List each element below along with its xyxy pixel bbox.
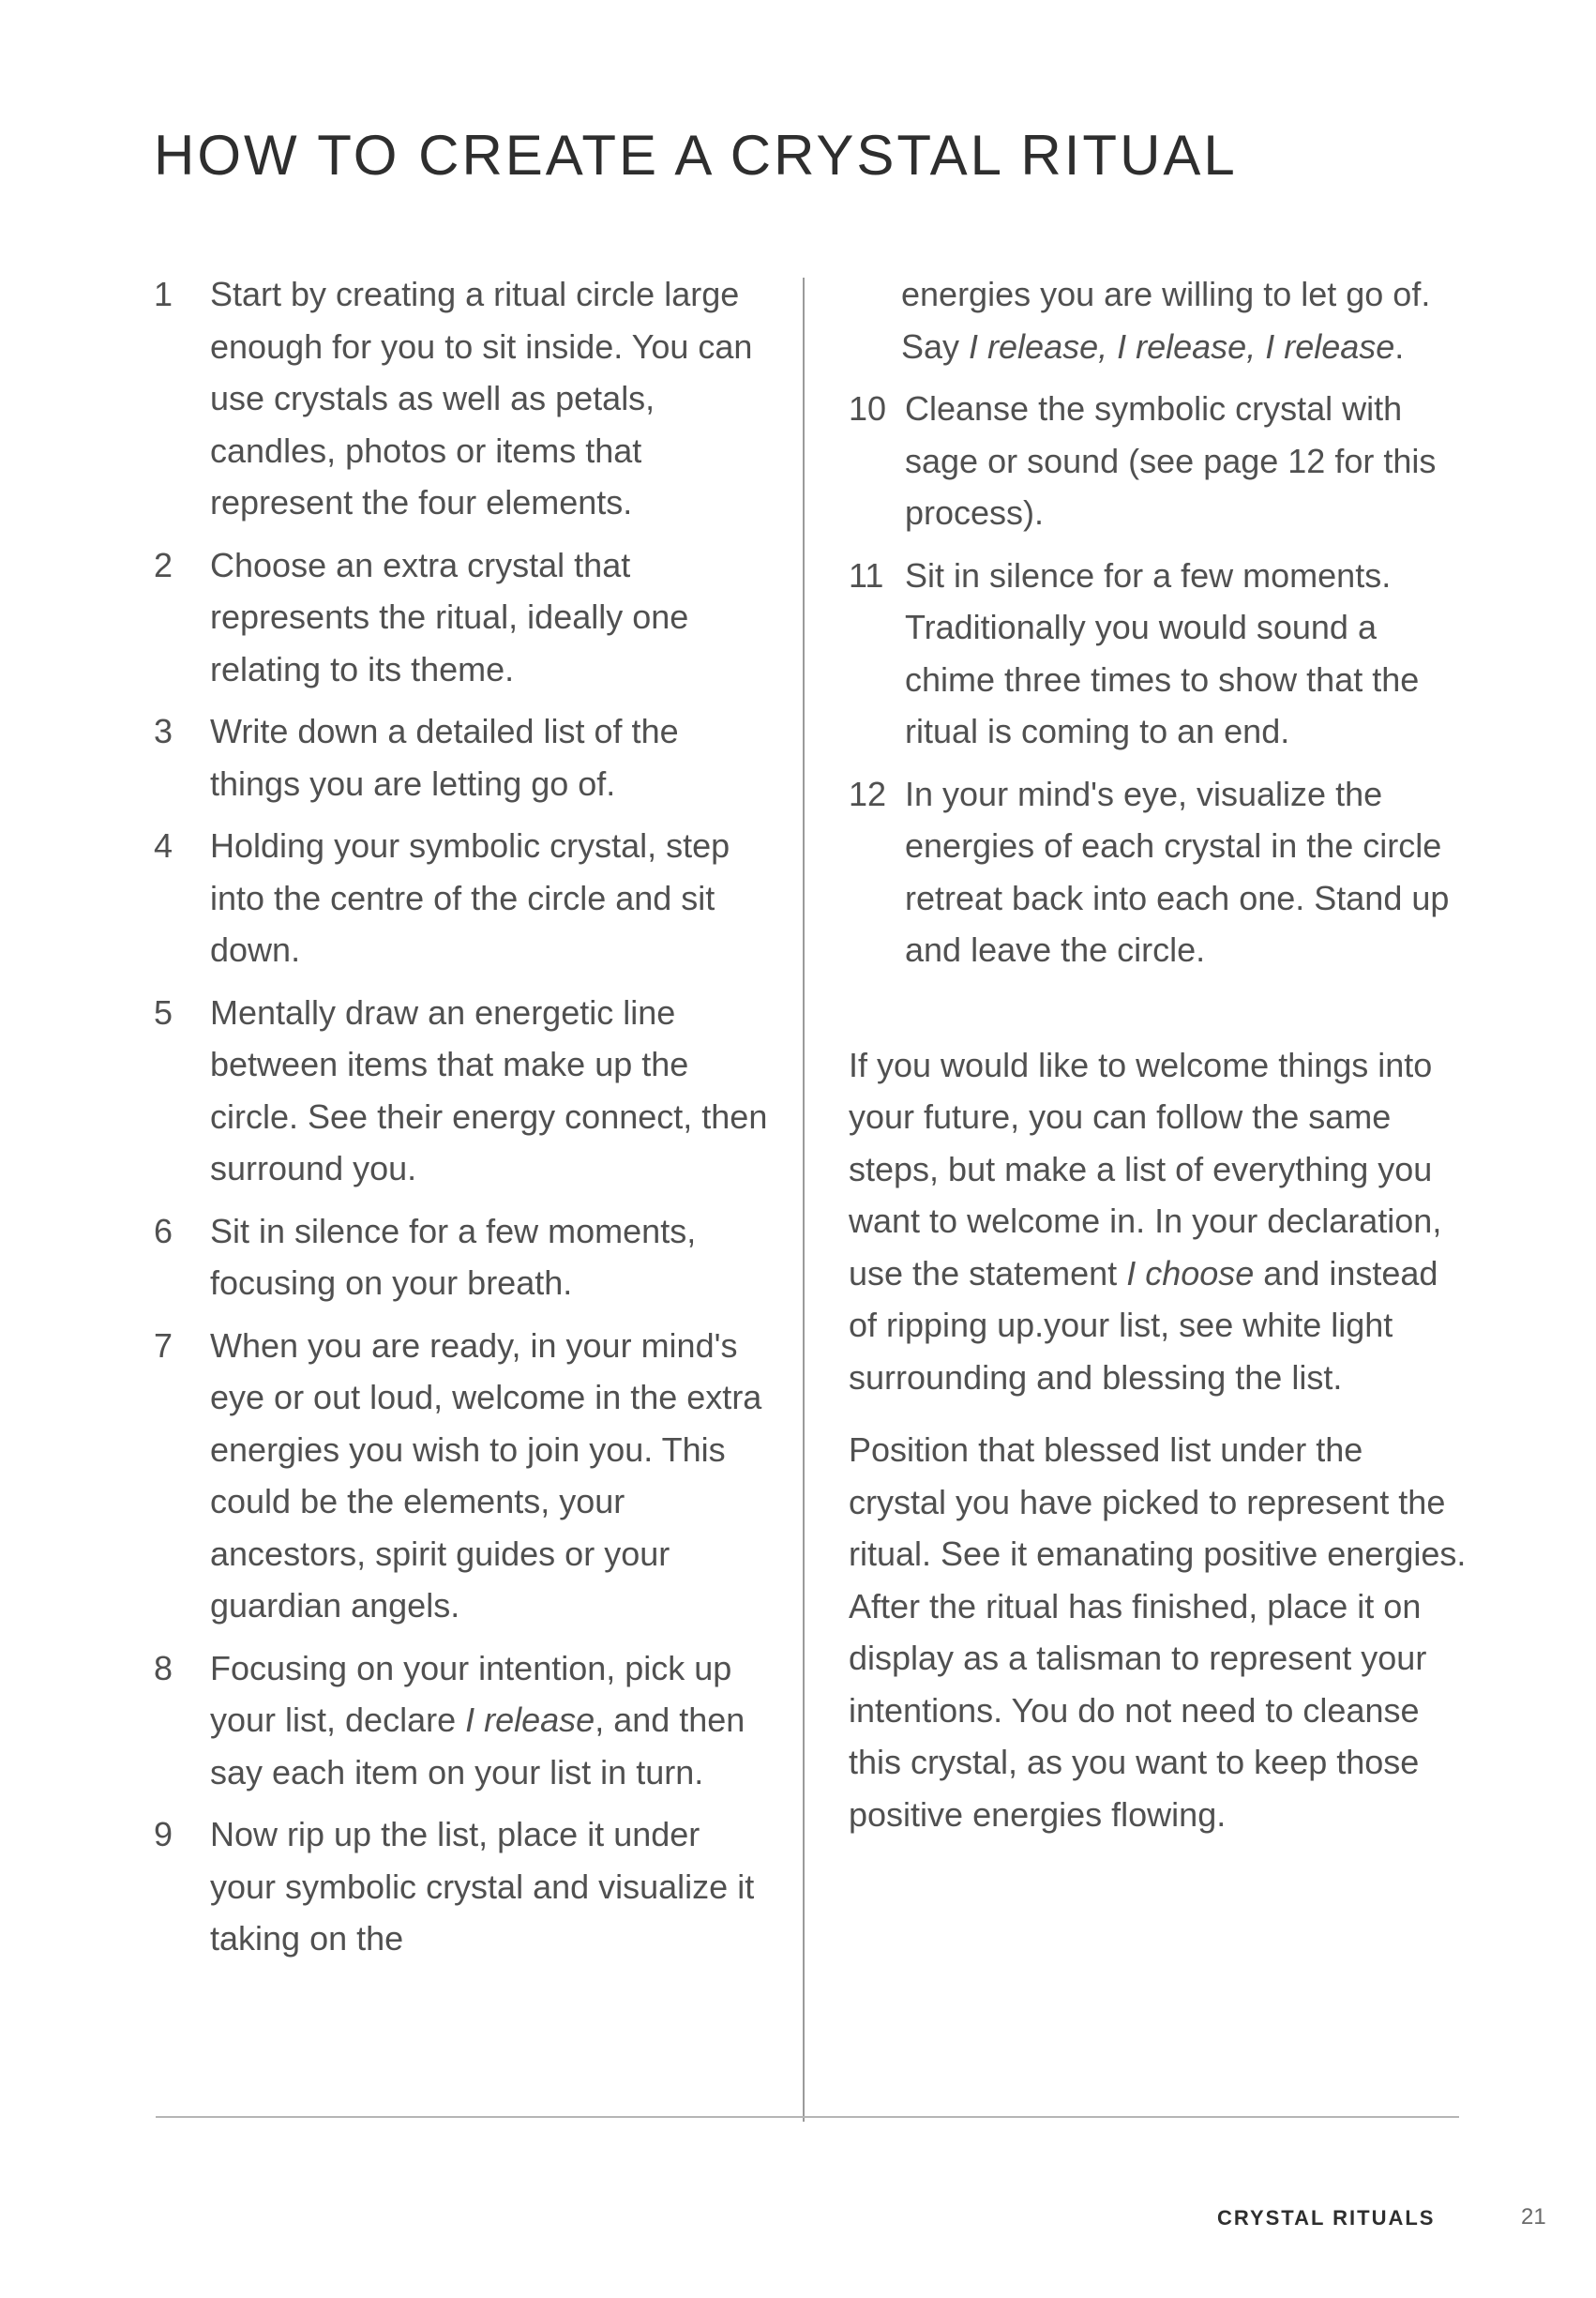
step-number: 10 [849, 389, 887, 428]
step-number: 8 [154, 1648, 173, 1687]
step-text-part: Focusing on your intention, pick up your list, declare [210, 1648, 732, 1739]
step-text: Cleanse the symbolic crystal with sage or sound (see page 12 for this process). [905, 389, 1437, 532]
column-divider [803, 278, 805, 2122]
page-title: HOW TO CREATE A CRYSTAL RITUAL [154, 124, 1238, 187]
step-text-italic: I release, I release, I release [969, 326, 1395, 366]
paragraph-part: If you would like to welcome things into your future, you can follow the same steps, but make a list of everything you want to welcome in. In your declaration, use the statement [849, 1045, 1442, 1293]
step-number: 12 [849, 774, 887, 813]
footer-rule [156, 2116, 1459, 2118]
spacer [849, 987, 1468, 1039]
left-column [154, 268, 773, 1975]
step-text: In your mind's eye, visualize the energies of each crystal in the circle retreat back into each one. Stand up and leave the circle. [905, 774, 1450, 969]
step-number: 4 [154, 826, 173, 865]
step-text-part: . [1394, 326, 1405, 366]
step-item [849, 383, 1468, 539]
step-text-part: , and then say each item on your list in turn. [210, 1701, 745, 1792]
paragraph: Position that blessed list under the crystal you have picked to represent the ritual. See it emanating positive energies. After the ritual has finished, place it on display as a talisman to represent your intentions. You do not need to cleanse this crystal, as you want to keep those positive energies flowing. [849, 1430, 1467, 1834]
step-item [154, 987, 773, 1195]
step-number: 9 [154, 1815, 173, 1853]
step-number: 7 [154, 1325, 173, 1365]
right-column [849, 268, 1468, 1861]
step-item [154, 1320, 773, 1632]
step-item [154, 705, 773, 809]
paragraph [849, 1039, 1468, 1404]
step-item [154, 268, 773, 529]
step-number: 5 [154, 992, 173, 1032]
step-number: 2 [154, 545, 173, 584]
step-number: 6 [154, 1211, 173, 1250]
step-text [210, 1642, 773, 1799]
step-item [154, 1642, 773, 1799]
step-item [154, 820, 773, 976]
step-text: Mentally draw an energetic line between items that make up the circle. See their energy connect, then surround you. [210, 992, 768, 1187]
step-text: Sit in silence for a few moments. Traditionally you would sound a chime three times to show that the ritual is coming to an end. [905, 555, 1420, 750]
step-text: Choose an extra crystal that represents the ritual, ideally one relating to its theme. [210, 545, 689, 688]
step-text-italic: I release [465, 1701, 595, 1739]
step-text: Now rip up the list, place it under your symbolic crystal and visualize it taking on the [210, 1815, 755, 1958]
step-text-part: energies you are willing to let go of. Say [901, 275, 1431, 366]
step-item [154, 1205, 773, 1309]
step-text: Sit in silence for a few moments, focusing on your breath. [210, 1211, 697, 1302]
step-item [154, 539, 773, 696]
step-text: When you are ready, in your mind's eye or out loud, welcome in the extra energies you wish to join you. This could be the elements, your ancestors, spirit guides or your guardian angels. [210, 1325, 762, 1625]
step-text: Write down a detailed list of the things you are letting go of. [210, 712, 679, 803]
section-label: CRYSTAL RITUALS [1217, 2206, 1436, 2230]
page-number: 21 [1521, 2204, 1546, 2230]
step-continuation [849, 268, 1468, 372]
step-item [154, 1808, 773, 1965]
step-number: 11 [849, 555, 884, 595]
step-text: Holding your symbolic crystal, step into the centre of the circle and sit down. [210, 826, 730, 969]
step-text: Start by creating a ritual circle large enough for you to sit inside. You can use crystals as well as petals, candles, photos or items that represent the four elements. [210, 275, 753, 522]
step-item [849, 550, 1468, 758]
paragraph-italic: I choose [1126, 1253, 1255, 1293]
step-item [849, 768, 1468, 976]
paragraph-part: and instead of ripping up.your list, see white light surrounding and blessing the list. [849, 1253, 1438, 1397]
step-number: 1 [154, 275, 173, 313]
step-number: 3 [154, 712, 173, 750]
